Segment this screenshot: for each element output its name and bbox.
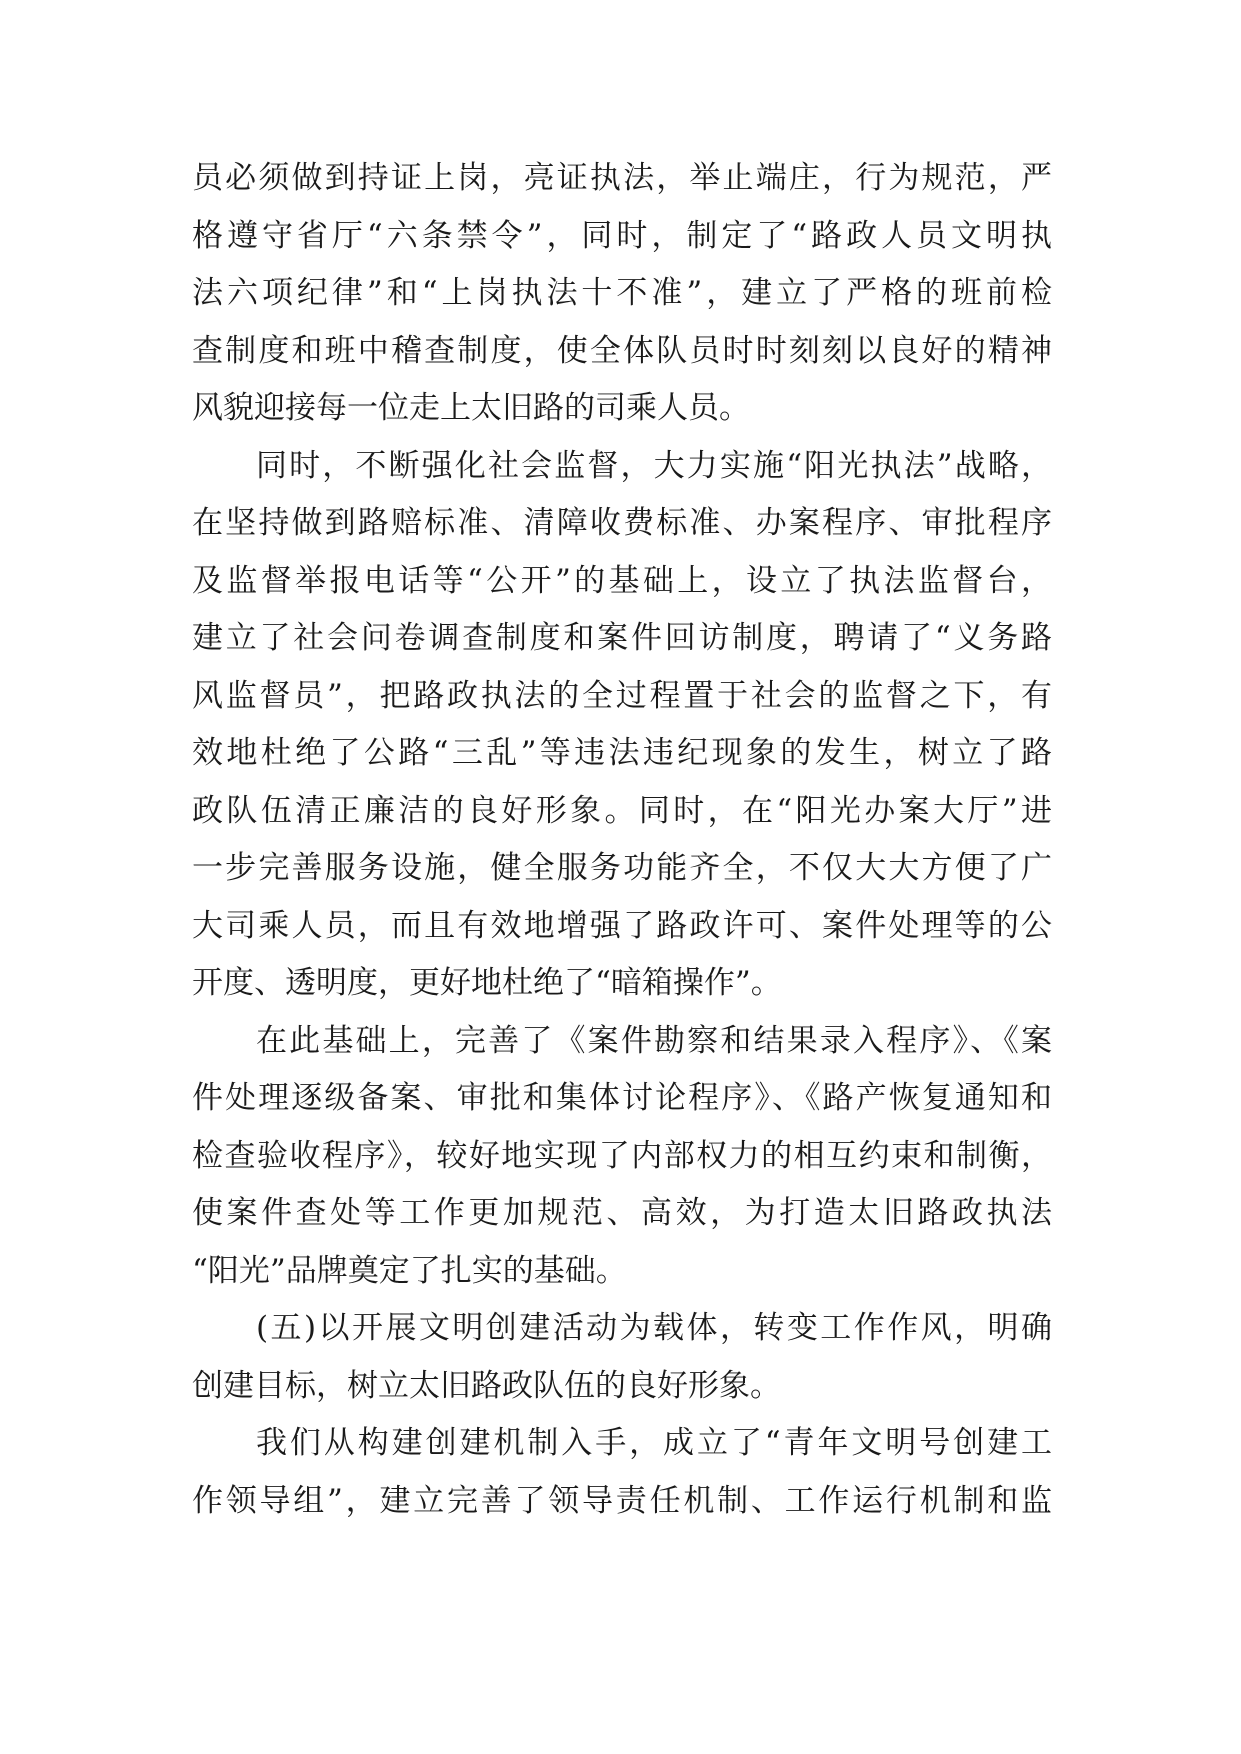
text-line: 格遵守省厅“六条禁令”，同时，制定了“路政人员文明执	[192, 217, 1052, 254]
text-line: 及监督举报电话等“公开”的基础上，设立了执法监督台，	[192, 562, 1052, 599]
text-line: 同时，不断强化社会监督，大力实施“阳光执法”战略，	[256, 447, 1052, 484]
text-line: 大司乘人员，而且有效地增强了路政许可、案件处理等的公	[192, 907, 1052, 944]
text-line: 政队伍清正廉洁的良好形象。同时，在“阳光办案大厅”进	[192, 792, 1052, 829]
text-line: 在此基础上，完善了《案件勘察和结果录入程序》、《案	[256, 1022, 1052, 1059]
text-line: 作领导组”，建立完善了领导责任机制、工作运行机制和监	[192, 1482, 1052, 1519]
text-line: 开度、透明度，更好地杜绝了“暗箱操作”。	[192, 965, 782, 1001]
text-line: 员必须做到持证上岗，亮证执法，举止端庄，行为规范，严	[192, 160, 1052, 196]
text-line: 风监督员”，把路政执法的全过程置于社会的监督之下，有	[192, 677, 1052, 714]
body-text	[192, 150, 1052, 1530]
text-line: 创建目标，树立太旧路政队伍的良好形象。	[192, 1367, 781, 1404]
text-line: 法六项纪律”和“上岗执法十不准”，建立了严格的班前检	[192, 275, 1052, 311]
text-line: (五)以开展文明创建活动为载体，转变工作作风，明确	[256, 1310, 1052, 1346]
text-line: “阳光”品牌奠定了扎实的基础。	[192, 1252, 627, 1289]
text-line: 效地杜绝了公路“三乱”等违法违纪现象的发生，树立了路	[192, 735, 1052, 771]
text-line: 查制度和班中稽查制度，使全体队员时时刻刻以良好的精神	[192, 332, 1052, 369]
text-line: 一步完善服务设施，健全服务功能齐全，不仅大大方便了广	[192, 850, 1052, 886]
text-line: 我们从构建创建机制入手，成立了“青年文明号创建工	[256, 1425, 1052, 1461]
text-line: 使案件查处等工作更加规范、高效，为打造太旧路政执法	[192, 1195, 1052, 1231]
text-line: 建立了社会问卷调查制度和案件回访制度，聘请了“义务路	[192, 620, 1052, 656]
text-line: 检查验收程序》，较好地实现了内部权力的相互约束和制衡，	[192, 1137, 1052, 1174]
text-line: 件处理逐级备案、审批和集体讨论程序》、《路产恢复通知和	[192, 1080, 1052, 1116]
text-line: 在坚持做到路赔标准、清障收费标准、办案程序、审批程序	[192, 505, 1052, 541]
text-line: 风貌迎接每一位走上太旧路的司乘人员。	[192, 390, 750, 426]
